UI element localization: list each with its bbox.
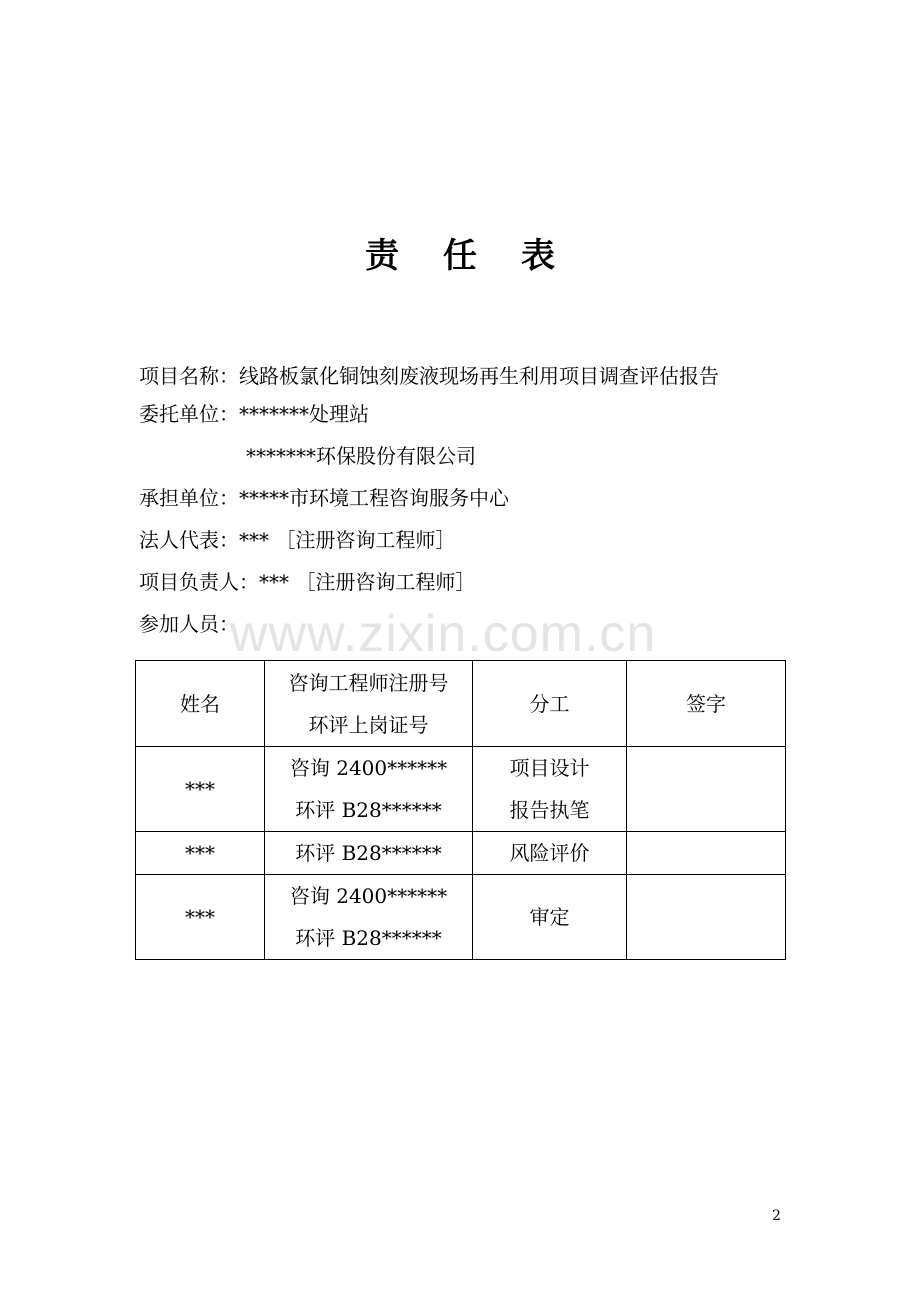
project-name-line: 项目名称：线路板氯化铜蚀刻废液现场再生利用项目调查评估报告 (139, 364, 719, 388)
cert-line: 环评 B28****** (295, 926, 442, 950)
header-cert (265, 661, 473, 747)
cert-line: 咨询 2400****** (289, 884, 448, 908)
table-row (136, 875, 786, 960)
header-cert-line1: 咨询工程师注册号 (288, 670, 449, 695)
cert-line: 咨询 2400****** (289, 756, 448, 780)
client-line: 委托单位：*******处理站 (139, 402, 369, 426)
table-row (136, 832, 786, 875)
cell-signature (627, 875, 786, 960)
role-line: 风险评价 (509, 841, 590, 865)
legal-rep-line: 法人代表：*** ［注册咨询工程师］ (139, 528, 456, 552)
cell-cert (265, 832, 473, 875)
watermark: www.zixin.com.cn (230, 605, 657, 663)
table-row (136, 747, 786, 832)
header-role: 分工 (473, 661, 627, 747)
cell-signature (627, 832, 786, 875)
client-line-2: *******环保股份有限公司 (246, 444, 476, 468)
cell-signature (627, 747, 786, 832)
cell-role (473, 832, 627, 875)
header-cert-line2: 环评上岗证号 (308, 712, 429, 737)
project-lead-line: 项目负责人：*** ［注册咨询工程师］ (139, 570, 476, 594)
header-signature: 签字 (627, 661, 786, 747)
cell-cert (265, 875, 473, 960)
cell-role (473, 875, 627, 960)
cert-line: 环评 B28****** (295, 798, 442, 822)
contractor-line: 承担单位：*****市环境工程咨询服务中心 (139, 486, 509, 510)
title-char: 任 (443, 236, 477, 276)
participants-label: 参加人员： (139, 612, 239, 636)
header-name: 姓名 (136, 661, 265, 747)
role-line: 项目设计 (509, 756, 590, 780)
title-char: 责 (365, 236, 399, 276)
cell-name: *** (136, 832, 265, 875)
cell-name: *** (136, 875, 265, 960)
table-header-row (136, 661, 786, 747)
cell-cert (265, 747, 473, 832)
staff-table (135, 660, 786, 960)
cell-role (473, 747, 627, 832)
page-number: 2 (772, 1208, 781, 1224)
page-title (0, 228, 920, 277)
cert-line: 环评 B28****** (295, 841, 442, 865)
role-line: 报告执笔 (509, 798, 590, 822)
cell-name: *** (136, 747, 265, 832)
role-line: 审定 (529, 905, 570, 929)
title-char: 表 (521, 236, 555, 276)
